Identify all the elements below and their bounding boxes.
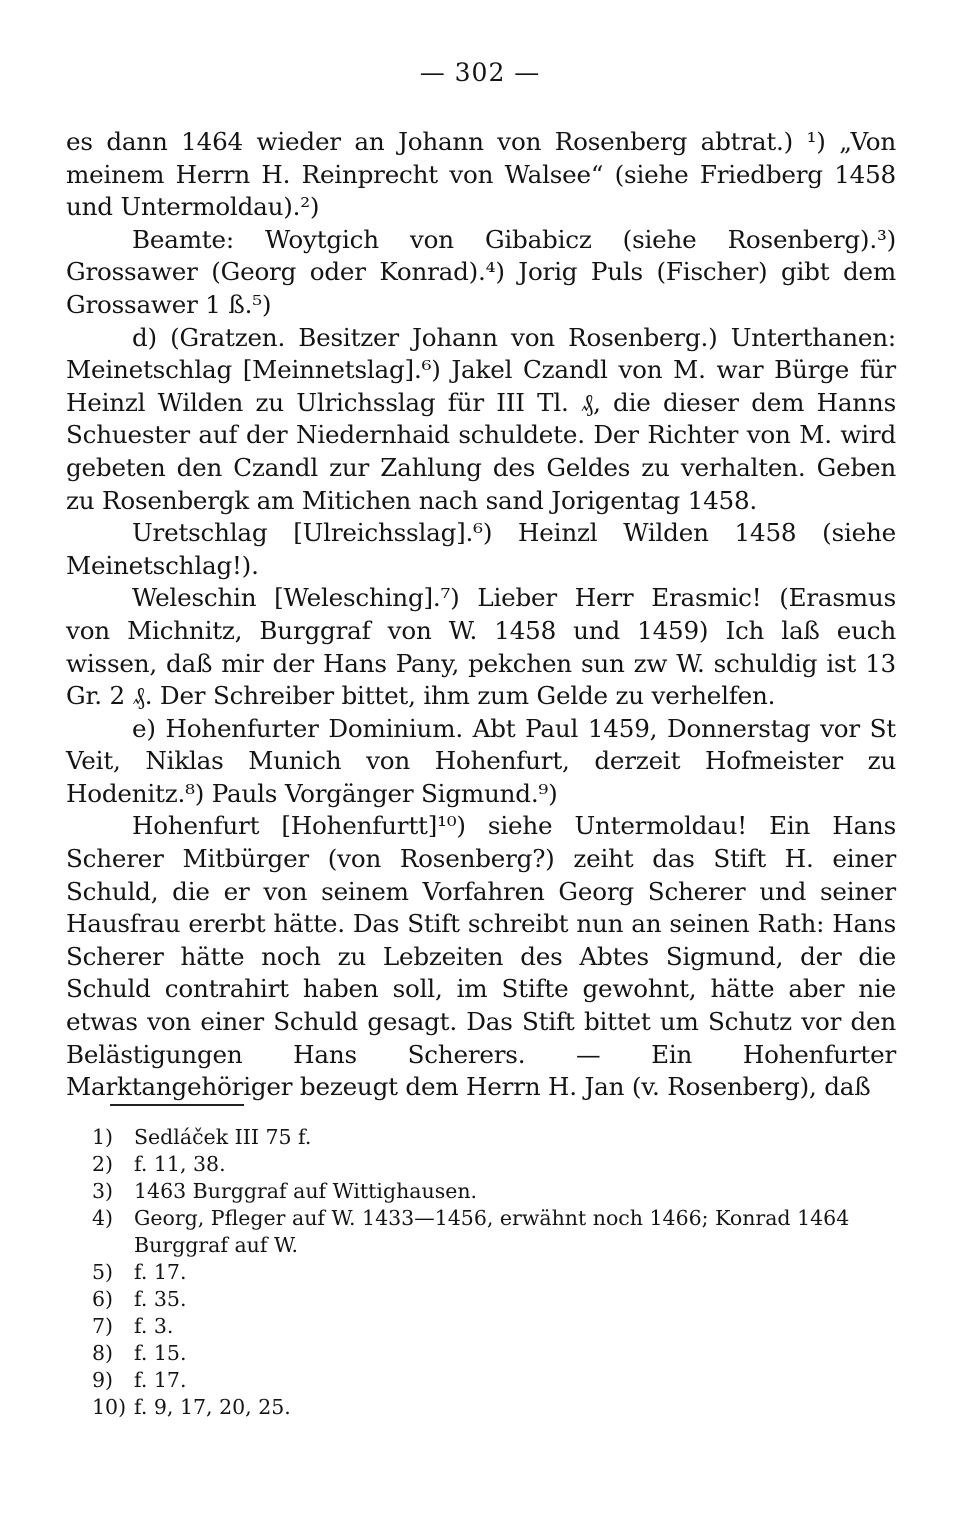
footnote-item (92, 1178, 902, 1205)
paragraph: es dann 1464 wieder an Johann von Rosenberg abtrat.) ¹) „Von meinem Herrn H. Reinprecht von Walsee“ (siehe Friedberg 1458 und Untermoldau).²) (66, 127, 896, 222)
paragraph: Uretschlag [Ulreichsslag].⁶) Heinzl Wilden 1458 (siehe Meinetschlag!). (66, 518, 896, 580)
footnote-number: 8) (92, 1341, 114, 1365)
footnote-text: Sedláček III 75 f. (134, 1125, 312, 1149)
paragraph: e) Hohenfurter Dominium. Abt Paul 1459, Donnerstag vor St Veit, Niklas Munich von Hohenfurt, derzeit Hofmeister zu Hodenitz.⁸) Pauls Vorgänger Sigmund.⁹) (66, 713, 896, 808)
footnote-item (92, 1205, 902, 1259)
footnotes (92, 1124, 902, 1421)
paragraph: d) (Gratzen. Besitzer Johann von Rosenberg.) Unterthanen: Meinetschlag [Meinnetslag].⁶) Jakel Czandl von M. war Bürge für Heinzl Wilden zu Ulrichsslag für III Tl. ₰, die dieser dem Hanns Schuester auf der Niedernhaid schuldete. Der Richter von M. wird gebeten den Czandl zur Zahlung des Geldes zu verhalten. Geben zu Rosenbergk am Mitichen nach sand Jorigentag 1458. (66, 322, 896, 515)
footnote-text: Georg, Pfleger auf W. 1433—1456, erwähnt noch 1466; Konrad 1464 Burggraf auf W. (134, 1206, 850, 1257)
footnote-number: 7) (92, 1314, 114, 1338)
paragraph: Weleschin [Welesching].⁷) Lieber Herr Erasmic! (Erasmus von Michnitz, Burggraf von W. 1458 und 1459) Ich laß euch wissen, daß mir der Hans Pany, pekchen sun zw W. schuldig ist 13 Gr. 2 ₰. Der Schreiber bittet, ihm zum Gelde zu verhelfen. (66, 583, 896, 711)
footnote-divider (110, 1104, 244, 1106)
footnote-number: 9) (92, 1368, 114, 1392)
paragraph: Beamte: Woytgich von Gibabicz (siehe Rosenberg).³) Grossawer (Georg oder Konrad).⁴) Jorig Puls (Fischer) gibt dem Grossawer 1 ß.⁵) (66, 224, 896, 319)
footnote-item (92, 1340, 902, 1367)
footnote-text: 1463 Burggraf auf Wittighausen. (134, 1179, 478, 1203)
footnote-text: f. 9, 17, 20, 25. (134, 1395, 291, 1419)
footnote-text: f. 17. (134, 1368, 187, 1392)
footnote-text: f. 35. (134, 1287, 187, 1311)
footnote-text: f. 15. (134, 1341, 187, 1365)
body-text (66, 126, 896, 1104)
footnote-item (92, 1151, 902, 1178)
footnote-item (92, 1286, 902, 1313)
footnote-text: f. 3. (134, 1314, 174, 1338)
footnote-item (92, 1367, 902, 1394)
footnote-text: f. 11, 38. (134, 1152, 226, 1176)
footnote-number: 4) (92, 1206, 114, 1230)
footnote-text: f. 17. (134, 1260, 187, 1284)
footnote-number: 5) (92, 1260, 114, 1284)
footnote-number: 6) (92, 1287, 114, 1311)
footnote-number: 10) (92, 1395, 127, 1419)
page-number: — 302 — (419, 58, 541, 87)
footnote-number: 1) (92, 1125, 114, 1149)
footnote-number: 3) (92, 1179, 114, 1203)
paragraph: Hohenfurt [Hohenfurtt]¹⁰) siehe Untermoldau! Ein Hans Scherer Mitbürger (von Rosenberg?) zeiht das Stift H. einer Schuld, die er von seinem Vorfahren Georg Scherer und seiner Hausfrau ererbt hätte. Das Stift schreibt nun an seinen Rath: Hans Scherer hätte noch zu Lebzeiten des Abtes Sigmund, der die Schuld contrahirt haben soll, im Stifte gewohnt, hätte aber nie etwas von einer Schuld gesagt. Das Stift bittet um Schutz vor den Belästigungen Hans Scherers. — Ein Hohenfurter Marktangehöriger bezeugt dem Herrn H. Jan (v. Rosenberg), daß (66, 811, 896, 1102)
footnote-item (92, 1124, 902, 1151)
footnote-item (92, 1259, 902, 1286)
footnote-item (92, 1313, 902, 1340)
footnote-item (92, 1394, 902, 1421)
footnote-number: 2) (92, 1152, 114, 1176)
